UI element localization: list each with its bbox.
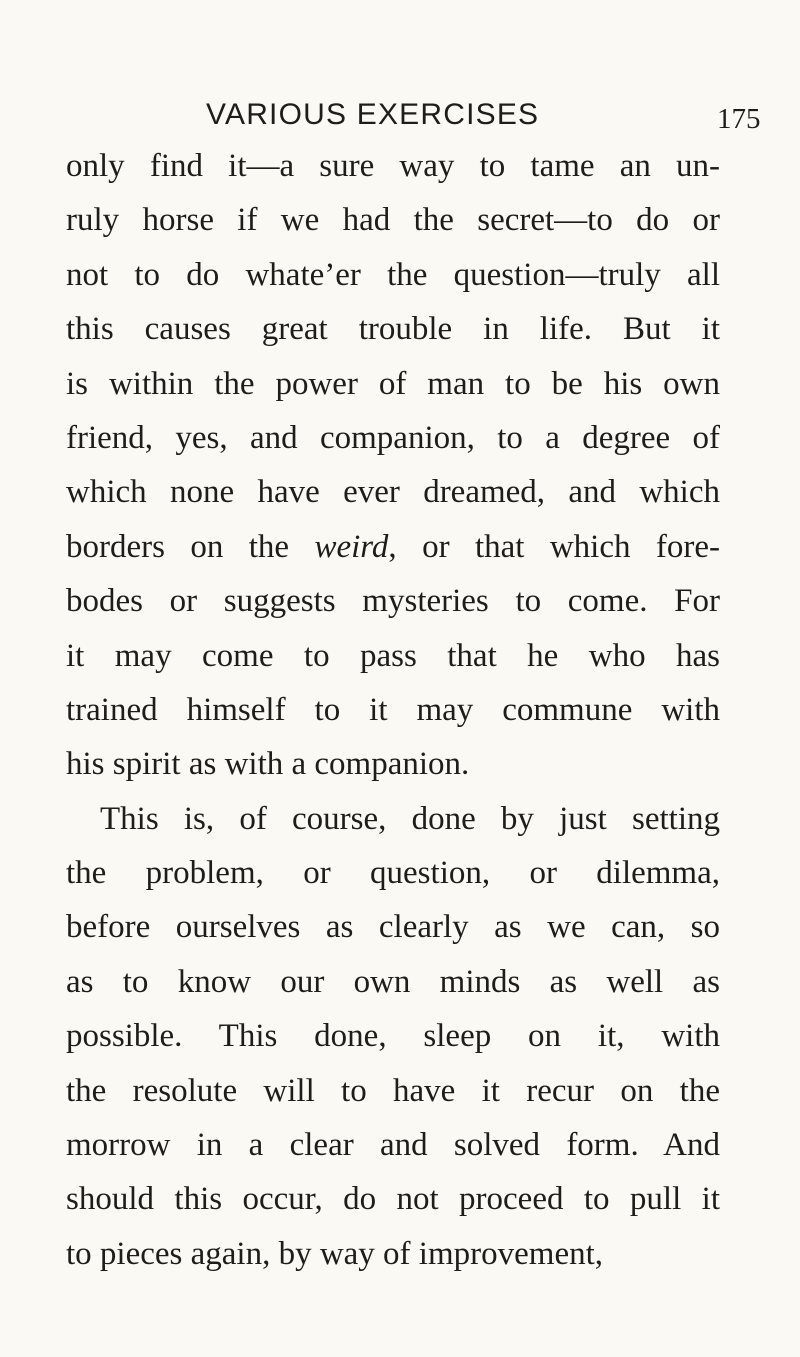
- text-line: [66, 357, 720, 411]
- text-segment: this causes great trouble in life. But it: [66, 311, 720, 348]
- text-line: [66, 629, 720, 683]
- page-number: 175: [717, 103, 761, 135]
- text-segment: should this occur, do not proceed to pull it: [66, 1181, 720, 1218]
- text-segment: only find it—a sure way to tame an un-: [66, 148, 720, 184]
- text-line: [66, 1227, 720, 1281]
- text-segment: it may come to pass that he who has: [66, 637, 720, 674]
- text-segment: his spirit as with a companion.: [66, 746, 470, 783]
- text-segment: not to do whate’er the question—truly all: [66, 256, 720, 293]
- text-segment: before ourselves as clearly as we can, so: [66, 909, 720, 946]
- text-line: [66, 1064, 720, 1118]
- text-segment: the resolute will to have it recur on the: [66, 1072, 720, 1109]
- text-line: [66, 302, 720, 356]
- text-segment: the problem, or question, or dilemma,: [66, 855, 720, 892]
- text-line: [66, 737, 720, 791]
- text-segment: This is, of course, done by just setting: [100, 800, 720, 837]
- text-segment: is within the power of man to be his own: [66, 365, 720, 402]
- text-line: [66, 139, 720, 193]
- italic-word: weird: [314, 528, 389, 565]
- text-segment: trained himself to it may commune with: [66, 691, 720, 728]
- text-line: [66, 248, 720, 302]
- text-segment: ruly horse if we had the secret—to do or: [66, 202, 720, 239]
- text-line: [66, 846, 720, 900]
- text-segment: possible. This done, sleep on it, with: [66, 1018, 720, 1055]
- text-line: [66, 1172, 720, 1226]
- text-line: [66, 1009, 720, 1063]
- text-segment: bodes or suggests mysteries to come. For: [66, 583, 720, 620]
- running-head: [0, 98, 800, 138]
- text-segment: friend, yes, and companion, to a degree of: [66, 419, 720, 456]
- text-segment: as to know our own minds as well as: [66, 963, 720, 1000]
- text-line: [66, 193, 720, 247]
- text-line: [66, 411, 720, 465]
- text-segment: which none have ever dreamed, and which: [66, 474, 720, 511]
- text-segment: to pieces again, by way of improvement,: [66, 1235, 604, 1272]
- text-segment: , or that which fore-: [388, 528, 720, 565]
- body-text: [66, 139, 720, 1281]
- text-line: [66, 1118, 720, 1172]
- text-segment: borders on the: [66, 528, 315, 565]
- text-line: [66, 574, 720, 628]
- text-line: [66, 955, 720, 1009]
- text-line: [66, 683, 720, 737]
- running-title: VARIOUS EXERCISES: [206, 98, 540, 131]
- text-line: [66, 900, 720, 954]
- text-line: [66, 520, 720, 574]
- text-line: [66, 792, 720, 846]
- text-segment: morrow in a clear and solved form. And: [66, 1127, 720, 1164]
- text-line: [66, 465, 720, 519]
